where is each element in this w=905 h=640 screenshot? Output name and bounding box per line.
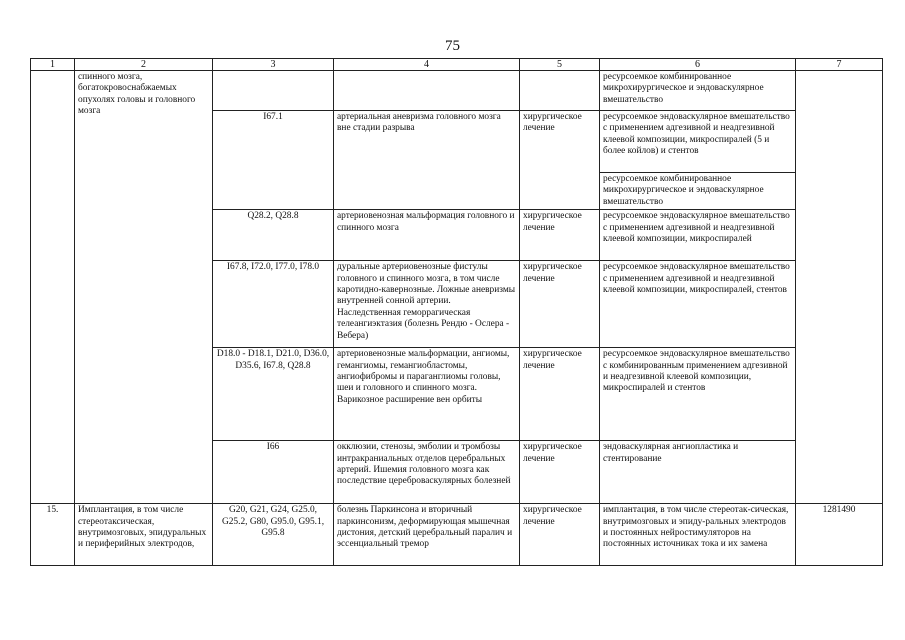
name-cell: спинного мозга, богатокровоснабжаемых опухолях головы и головного мозга [75,71,213,504]
disease-cell: артериальная аневризма головного мозга вне стадии разрыва [334,111,520,210]
number-cell [31,71,75,504]
treatment-cell: хирургическое лечение [520,111,600,210]
disease-cell [334,71,520,111]
disease-cell: артериовенозные мальформации, ангиомы, гемангиомы, гемангиобластомы, ангиофибромы и параганглиомы головы, шеи и головного и спинного мозга. Варикозное расширение вен орбиты [334,348,520,441]
treatment-cell: хирургическое лечение [520,504,600,566]
disease-cell: окклюзии, стенозы, эмболии и тромбозы интракраниальных отделов церебральных артерий. Ишемия головного мозга как последствие цереброваскулярных болезней [334,441,520,504]
treatment-cell: хирургическое лечение [520,348,600,441]
name-cell: Имплантация, в том числе стереотаксическая, внутримозговых, эпидуральных и периферийных электродов, [75,504,213,566]
header-cell: 4 [334,59,520,71]
method-cell: эндоваскулярная ангиопластика и стентирование [600,441,796,504]
method-cell: имплантация, в том числе стереотак-сическая, внутримозговых и эпиду-ральных электродов и постоянных нейростимуляторов на постоянных источниках тока и их замена [600,504,796,566]
disease-cell: артериовенозная мальформация головного и спинного мозга [334,210,520,261]
treatment-cell: хирургическое лечение [520,261,600,348]
treatment-cell: хирургическое лечение [520,441,600,504]
code-cell: G20, G21, G24, G25.0, G25.2, G80, G95.0, G95.1, G95.8 [213,504,334,566]
header-cell: 6 [600,59,796,71]
method-cell: ресурсоемкое эндоваскулярное вмешательство с применением адгезивной и неадгезивной клеевой композиции, микроспиралей (5 и более койлов) и стентов [600,111,796,173]
cost-cell [796,71,883,504]
code-cell: I67.1 [213,111,334,210]
header-cell: 2 [75,59,213,71]
treatment-cell [520,71,600,111]
code-cell: I67.8, I72.0, I77.0, I78.0 [213,261,334,348]
header-row [31,59,883,71]
code-cell: D18.0 - D18.1, D21.0, D36.0, D35.6, I67.8, Q28.8 [213,348,334,441]
table-row [31,504,883,566]
medical-care-table [30,58,883,566]
method-cell: ресурсоемкое комбинированное микрохирургическое и эндоваскулярное вмешательство [600,71,796,111]
method-cell: ресурсоемкое эндоваскулярное вмешательство с применением адгезивной и неадгезивной клеевой композиции, микроспиралей [600,210,796,261]
code-cell [213,71,334,111]
method-cell: ресурсоемкое эндоваскулярное вмешательство с комбинированным применением адгезивной и неадгезивной клеевой композиции, микроспиралей и стентов [600,348,796,441]
disease-cell: дуральные артериовенозные фистулы головного и спинного мозга, в том числе каротидно-кавернозные. Ложные аневризмы внутренней сонной артерии. Наследственная геморрагическая телеангиэктазия (болезнь Рендю - Ослера - Вебера) [334,261,520,348]
code-cell: Q28.2, Q28.8 [213,210,334,261]
header-cell: 5 [520,59,600,71]
cost-cell: 1281490 [796,504,883,566]
header-cell: 7 [796,59,883,71]
treatment-cell: хирургическое лечение [520,210,600,261]
number-cell: 15. [31,504,75,566]
method-cell: ресурсоемкое комбинированное микрохирургическое и эндоваскулярное вмешательство [600,173,796,210]
page-number: 75 [445,38,460,54]
table-row [31,71,883,111]
disease-cell: болезнь Паркинсона и вторичный паркинсонизм, деформирующая мышечная дистония, детский церебральный паралич и эссенциальный тремор [334,504,520,566]
method-cell: ресурсоемкое эндоваскулярное вмешательство с применением адгезивной и неадгезивной клеевой композиции, микроспиралей, стентов [600,261,796,348]
header-cell: 3 [213,59,334,71]
header-cell: 1 [31,59,75,71]
code-cell: I66 [213,441,334,504]
